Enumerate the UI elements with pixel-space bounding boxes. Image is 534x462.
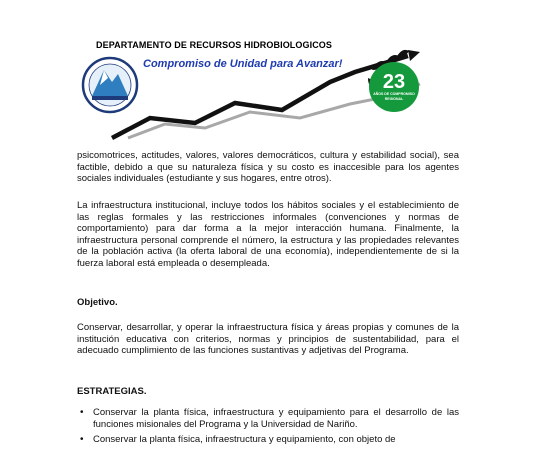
paragraph-1: psicomotrices, actitudes, valores, valores democráticos, cultura y estabilidad social), sea factible, debido a que su naturaleza física y su costo es inaccesible para los agentes sociales individuales (estudiante y sus hogares, entre otros).	[77, 150, 459, 185]
arrow-head-icon	[408, 50, 420, 61]
slogan: Compromiso de Unidad para Avanzar!	[143, 58, 343, 70]
list-item: • Conservar la planta física, infraestructura y equipamiento, con objeto de	[77, 434, 459, 446]
letterhead-graphics	[0, 0, 534, 150]
anniversary-badge	[369, 62, 419, 112]
badge-number: 23	[382, 71, 406, 93]
paragraph-2: La infraestructura institucional, incluye todos los hábitos sociales y el establecimiento de las reglas formales y las restricciones informales (convenciones y normas de comportamiento) para dar forma a la mejor interacción humana. Finalmente, la infraestructura personal comprende el número, la estructura y las propiedades relevantes de la población activa (la oferta laboral de una economía), independientemente de si la fuerza laboral está empleada o desempleada.	[77, 200, 459, 269]
letterhead	[0, 0, 534, 150]
heading-estrategias: ESTRATEGIAS.	[77, 386, 147, 397]
badge-subtitle: AÑOS DE COMPROMISO REGIONAL	[373, 92, 415, 101]
list-item: • Conservar la planta física, infraestructura y equipamiento para el desarrollo de las funciones misionales del Programa y la Universidad de Nariño.	[77, 407, 459, 430]
university-seal-icon	[83, 58, 137, 112]
paragraph-objetivo: Conservar, desarrollar, y operar la infraestructura física y áreas propias y comunes de la institución educativa con criterios, normas y principios de sustentabilidad, para el adecuado cumplimiento de las funciones sustantivas y adjetivas del Programa.	[77, 322, 459, 357]
strategies-list	[77, 407, 459, 450]
heading-objetivo: Objetivo.	[77, 297, 118, 308]
department-title: DEPARTAMENTO DE RECURSOS HIDROBIOLOGICOS	[96, 40, 333, 50]
